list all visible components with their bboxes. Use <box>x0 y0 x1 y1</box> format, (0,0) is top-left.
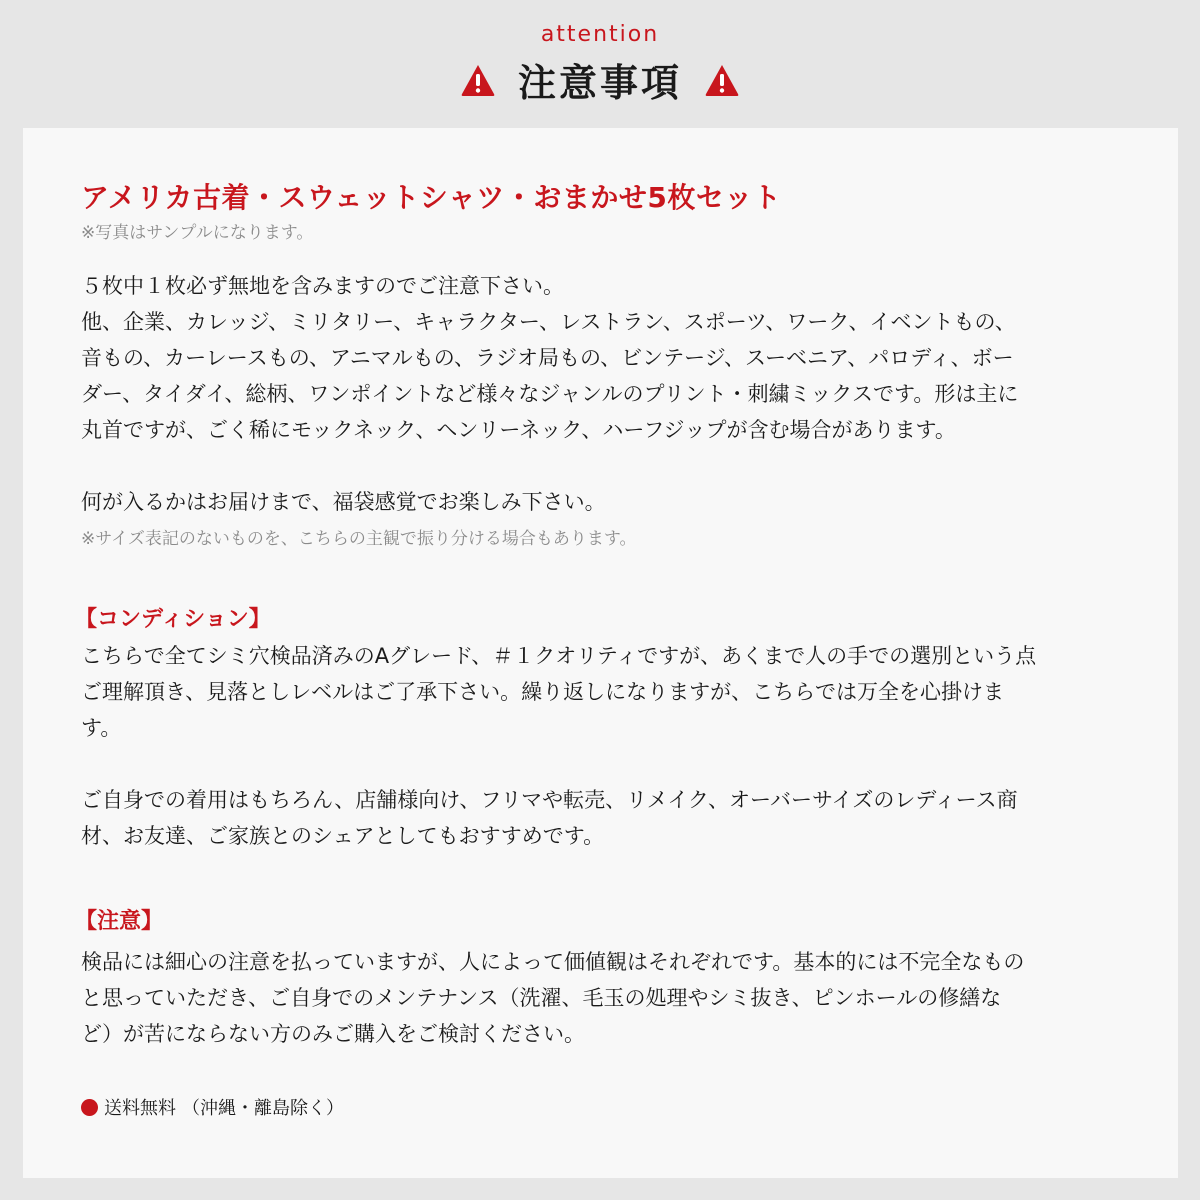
usage-line: ご自身での着用はもちろん、店舗様向け、フリマや転売、リメイク、オーバーサイズのレディース商 <box>81 788 1018 812</box>
warning-icon <box>704 63 740 97</box>
red-dot-icon <box>81 1099 98 1116</box>
description-line: 他、企業、カレッジ、ミリタリー、キャラクター、レストラン、スポーツ、ワーク、イベントもの、 <box>81 310 1016 334</box>
product-title: アメリカ古着・スウェットシャツ・おまかせ5枚セット <box>81 181 782 214</box>
caution-line: ど）が苦にならない方のみご購入をご検討ください。 <box>81 1022 585 1046</box>
caution-line: 検品には細心の注意を払っていますが、人によって価値観はそれぞれです。基本的には不完全なもの <box>81 950 1025 974</box>
usage-block <box>81 782 1018 854</box>
page-title: 注意事項 <box>517 61 682 105</box>
header-subtitle: attention <box>540 22 660 47</box>
description-line: 音もの、カーレースもの、アニマルもの、ラジオ局もの、ビンテージ、スーベニア、パロディ、ボー <box>81 346 1014 370</box>
shipping-info <box>81 1094 344 1120</box>
warning-icon <box>460 63 496 97</box>
photo-note: ※写真はサンプルになります。 <box>81 223 314 243</box>
condition-block <box>81 638 1036 746</box>
caution-heading: 【注意】 <box>75 909 164 934</box>
condition-line: す。 <box>81 716 122 740</box>
shipping-note: （沖縄・離島除く） <box>182 1098 344 1119</box>
size-note: ※サイズ表記のないものを、こちらの主観で振り分ける場合もあります。 <box>81 529 637 549</box>
condition-line: こちらで全てシミ穴検品済みのAグレード、＃１クオリティですが、あくまで人の手での選別という点 <box>81 644 1037 668</box>
caution-line: と思っていただき、ご自身でのメンテナンス（洗濯、毛玉の処理やシミ抜き、ピンホールの修繕な <box>81 986 1002 1010</box>
header-title-row <box>0 52 1200 107</box>
description-line: ５枚中１枚必ず無地を含みますのでご注意下さい。 <box>81 274 564 298</box>
shipping-label: 送料無料 <box>104 1098 176 1119</box>
condition-line: ご理解頂き、見落としレベルはご了承下さい。繰り返しになりますが、こちらでは万全を心掛けま <box>81 680 1004 704</box>
description-block <box>81 268 1018 448</box>
description-line: 丸首ですが、ごく稀にモックネック、ヘンリーネック、ハーフジップが含む場合があります。 <box>81 418 956 442</box>
content-card <box>23 128 1178 1178</box>
condition-heading: 【コンディション】 <box>75 607 271 632</box>
usage-line: 材、お友達、ご家族とのシェアとしてもおすすめです。 <box>81 824 605 848</box>
lucky-bag-text: 何が入るかはお届けまで、福袋感覚でお楽しみ下さい。 <box>81 490 606 514</box>
caution-block <box>81 944 1024 1052</box>
description-line: ダー、タイダイ、総柄、ワンポイントなど様々なジャンルのプリント・刺繍ミックスです。形は主に <box>81 382 1019 406</box>
header <box>0 0 1200 128</box>
